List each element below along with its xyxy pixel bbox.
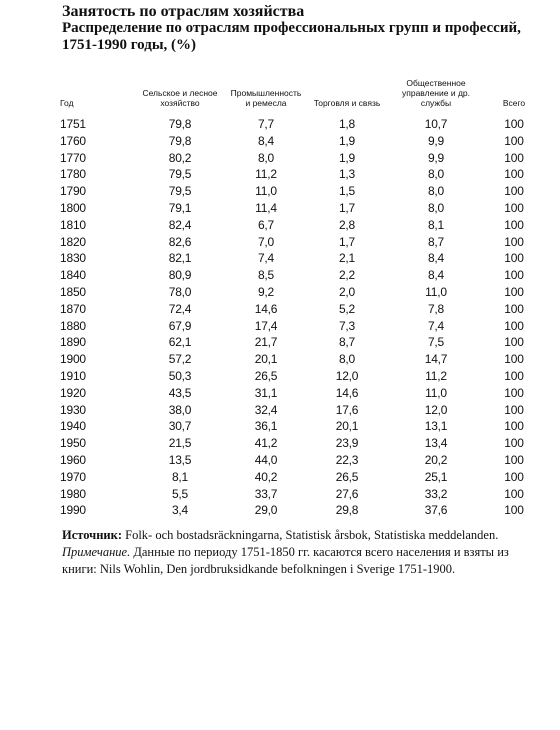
cell-total: 100 bbox=[504, 268, 524, 283]
cell-total: 100 bbox=[504, 284, 524, 299]
cell-public-services: 11,0 bbox=[425, 385, 447, 400]
cell-public-services: 33,2 bbox=[424, 486, 448, 501]
cell-public-services: 11,0 bbox=[425, 284, 447, 299]
cell-agriculture: 43,5 bbox=[168, 385, 192, 400]
table-row bbox=[58, 133, 548, 150]
cell-public-services: 8,4 bbox=[427, 268, 445, 283]
header-total: Всего bbox=[502, 98, 526, 108]
cell-trade: 1,9 bbox=[338, 133, 356, 148]
table-row bbox=[58, 183, 548, 200]
table-row bbox=[58, 435, 548, 452]
cell-trade: 1,8 bbox=[338, 117, 356, 131]
cell-public-services: 11,2 bbox=[425, 368, 447, 383]
cell-industry: 31,1 bbox=[254, 385, 278, 400]
table-row bbox=[58, 200, 548, 217]
cell-trade: 17,6 bbox=[335, 402, 359, 417]
cell-agriculture: 79,1 bbox=[168, 200, 192, 215]
cell-agriculture: 82,4 bbox=[168, 217, 192, 232]
table-row bbox=[58, 250, 548, 267]
cell-public-services: 7,5 bbox=[427, 335, 445, 350]
cell-agriculture: 72,4 bbox=[168, 301, 192, 316]
cell-trade: 5,2 bbox=[338, 301, 356, 316]
cell-trade: 2,2 bbox=[338, 268, 356, 283]
cell-total: 100 bbox=[504, 436, 524, 451]
cell-year: 1820 bbox=[60, 234, 86, 249]
cell-trade: 7,3 bbox=[338, 318, 356, 333]
cell-agriculture: 30,7 bbox=[168, 419, 192, 434]
cell-trade: 12,0 bbox=[335, 368, 359, 383]
cell-trade: 14,6 bbox=[335, 385, 359, 400]
cell-industry: 8,4 bbox=[257, 133, 275, 148]
cell-total: 100 bbox=[504, 217, 524, 232]
cell-year: 1870 bbox=[60, 301, 86, 316]
header-public-services: Общественное управление и др. службы bbox=[401, 78, 470, 108]
cell-trade: 8,0 bbox=[338, 352, 356, 367]
cell-trade: 20,1 bbox=[335, 419, 359, 434]
table-row bbox=[58, 150, 548, 167]
page-title: Занятость по отраслям хозяйства bbox=[62, 3, 305, 20]
cell-year: 1850 bbox=[60, 284, 86, 299]
cell-trade: 1,7 bbox=[338, 200, 356, 215]
cell-public-services: 37,6 bbox=[424, 503, 448, 518]
table-row bbox=[58, 166, 548, 183]
cell-public-services: 9,9 bbox=[427, 150, 445, 165]
cell-year: 1980 bbox=[60, 486, 86, 501]
source-text: Folk- och bostadsräckningarna, Statistisk årsbok, Statistiska meddelanden. bbox=[122, 528, 499, 542]
header-industry: Промышленность и ремесла bbox=[230, 88, 302, 108]
cell-industry: 14,6 bbox=[254, 301, 278, 316]
cell-total: 100 bbox=[504, 335, 524, 350]
cell-agriculture: 78,0 bbox=[168, 284, 192, 299]
cell-public-services: 8,0 bbox=[427, 167, 445, 182]
cell-public-services: 7,4 bbox=[427, 318, 445, 333]
table-row bbox=[58, 301, 548, 318]
cell-year: 1830 bbox=[60, 251, 86, 266]
cell-total: 100 bbox=[504, 150, 524, 165]
cell-industry: 29,0 bbox=[254, 503, 278, 518]
table-row bbox=[58, 234, 548, 251]
notes-block bbox=[62, 527, 542, 578]
source-label: Источник: bbox=[62, 528, 122, 542]
cell-trade: 26,5 bbox=[335, 469, 359, 484]
cell-total: 100 bbox=[504, 503, 524, 518]
cell-industry: 6,7 bbox=[257, 217, 275, 232]
cell-public-services: 7,8 bbox=[427, 301, 445, 316]
cell-trade: 27,6 bbox=[335, 486, 359, 501]
cell-industry: 8,5 bbox=[257, 268, 275, 283]
cell-trade: 23,9 bbox=[335, 436, 359, 451]
table-row bbox=[58, 334, 548, 351]
cell-industry: 44,0 bbox=[254, 452, 278, 467]
cell-agriculture: 82,1 bbox=[168, 251, 192, 266]
cell-total: 100 bbox=[504, 352, 524, 367]
employment-table bbox=[58, 70, 548, 519]
header-trade: Торговля и связь bbox=[313, 98, 381, 108]
cell-year: 1920 bbox=[60, 385, 86, 400]
cell-agriculture: 21,5 bbox=[168, 436, 192, 451]
cell-industry: 41,2 bbox=[254, 436, 278, 451]
table-row bbox=[58, 284, 548, 301]
cell-year: 1960 bbox=[60, 452, 86, 467]
cell-year: 1840 bbox=[60, 268, 86, 283]
cell-agriculture: 3,4 bbox=[171, 503, 189, 518]
cell-trade: 22,3 bbox=[335, 452, 359, 467]
header-agriculture: Сельское и лесное хозяйство bbox=[142, 88, 218, 108]
cell-year: 1970 bbox=[60, 469, 86, 484]
cell-industry: 21,7 bbox=[254, 335, 278, 350]
cell-industry: 7,7 bbox=[257, 117, 275, 131]
cell-agriculture: 57,2 bbox=[168, 352, 192, 367]
cell-industry: 36,1 bbox=[254, 419, 278, 434]
table-row bbox=[58, 452, 548, 469]
cell-industry: 33,7 bbox=[254, 486, 278, 501]
table-row bbox=[58, 116, 548, 133]
cell-public-services: 13,1 bbox=[424, 419, 448, 434]
cell-public-services: 8,0 bbox=[427, 184, 445, 199]
cell-public-services: 10,7 bbox=[424, 117, 448, 131]
cell-total: 100 bbox=[504, 117, 524, 131]
cell-agriculture: 8,1 bbox=[171, 469, 189, 484]
cell-industry: 32,4 bbox=[254, 402, 278, 417]
cell-public-services: 8,0 bbox=[427, 200, 445, 215]
cell-industry: 11,4 bbox=[255, 200, 277, 215]
cell-total: 100 bbox=[504, 251, 524, 266]
cell-public-services: 12,0 bbox=[424, 402, 448, 417]
cell-year: 1900 bbox=[60, 352, 86, 367]
table-row bbox=[58, 402, 548, 419]
cell-industry: 20,1 bbox=[254, 352, 278, 367]
cell-agriculture: 50,3 bbox=[168, 368, 192, 383]
cell-trade: 1,7 bbox=[338, 234, 356, 249]
cell-industry: 9,2 bbox=[257, 284, 275, 299]
cell-year: 1950 bbox=[60, 436, 86, 451]
cell-industry: 11,2 bbox=[255, 167, 277, 182]
cell-trade: 2,8 bbox=[338, 217, 356, 232]
remark-note bbox=[62, 544, 542, 578]
cell-agriculture: 5,5 bbox=[171, 486, 189, 501]
cell-year: 1990 bbox=[60, 503, 86, 518]
cell-trade: 1,9 bbox=[338, 150, 356, 165]
cell-year: 1760 bbox=[60, 133, 86, 148]
cell-industry: 26,5 bbox=[254, 368, 278, 383]
cell-total: 100 bbox=[504, 167, 524, 182]
cell-public-services: 9,9 bbox=[427, 133, 445, 148]
cell-total: 100 bbox=[504, 452, 524, 467]
cell-agriculture: 79,5 bbox=[168, 167, 192, 182]
cell-agriculture: 79,8 bbox=[168, 117, 192, 131]
source-note bbox=[62, 527, 542, 544]
table-row bbox=[58, 486, 548, 503]
cell-total: 100 bbox=[504, 385, 524, 400]
table-row bbox=[58, 469, 548, 486]
cell-agriculture: 82,6 bbox=[168, 234, 192, 249]
cell-public-services: 14,7 bbox=[424, 352, 448, 367]
cell-total: 100 bbox=[504, 234, 524, 249]
note-label: Примечание. bbox=[62, 545, 131, 559]
cell-agriculture: 38,0 bbox=[168, 402, 192, 417]
cell-agriculture: 67,9 bbox=[168, 318, 192, 333]
table-row bbox=[58, 351, 548, 368]
header-year: Год bbox=[60, 98, 74, 108]
cell-total: 100 bbox=[504, 318, 524, 333]
cell-year: 1890 bbox=[60, 335, 86, 350]
subtitle-line-1: Распределение по отраслям профессиональных групп и профессий, bbox=[62, 20, 521, 36]
cell-public-services: 20,2 bbox=[424, 452, 448, 467]
table-row bbox=[58, 267, 548, 284]
cell-industry: 7,0 bbox=[257, 234, 275, 249]
table-row bbox=[58, 385, 548, 402]
cell-total: 100 bbox=[504, 368, 524, 383]
note-text: Данные по периоду 1751-1850 гг. касаются всего населения и взяты из книги: Nils Wohlin, Den jordbruksidkande befolkningen i Sverige 1751-1900. bbox=[62, 545, 509, 576]
table-header-row bbox=[58, 70, 548, 116]
cell-public-services: 25,1 bbox=[424, 469, 448, 484]
cell-total: 100 bbox=[504, 133, 524, 148]
cell-year: 1790 bbox=[60, 184, 86, 199]
cell-trade: 8,7 bbox=[338, 335, 356, 350]
cell-total: 100 bbox=[504, 469, 524, 484]
cell-year: 1810 bbox=[60, 217, 86, 232]
cell-year: 1780 bbox=[60, 167, 86, 182]
cell-public-services: 8,7 bbox=[427, 234, 445, 249]
cell-year: 1800 bbox=[60, 200, 86, 215]
cell-industry: 7,4 bbox=[257, 251, 275, 266]
cell-year: 1751 bbox=[60, 117, 86, 131]
cell-year: 1910 bbox=[60, 368, 86, 383]
cell-total: 100 bbox=[504, 402, 524, 417]
cell-year: 1930 bbox=[60, 402, 86, 417]
cell-trade: 1,5 bbox=[338, 184, 356, 199]
cell-trade: 2,0 bbox=[338, 284, 356, 299]
cell-trade: 1,3 bbox=[338, 167, 356, 182]
cell-total: 100 bbox=[504, 200, 524, 215]
cell-year: 1880 bbox=[60, 318, 86, 333]
cell-agriculture: 13,5 bbox=[168, 452, 192, 467]
table-row bbox=[58, 368, 548, 385]
cell-year: 1770 bbox=[60, 150, 86, 165]
cell-trade: 29,8 bbox=[335, 503, 359, 518]
cell-agriculture: 80,2 bbox=[168, 150, 192, 165]
cell-public-services: 8,4 bbox=[427, 251, 445, 266]
cell-agriculture: 62,1 bbox=[168, 335, 192, 350]
cell-agriculture: 79,8 bbox=[168, 133, 192, 148]
cell-total: 100 bbox=[504, 301, 524, 316]
cell-industry: 17,4 bbox=[254, 318, 278, 333]
cell-agriculture: 80,9 bbox=[168, 268, 192, 283]
subtitle-line-2: 1751-1990 годы, (%) bbox=[62, 37, 197, 53]
table-row bbox=[58, 418, 548, 435]
cell-agriculture: 79,5 bbox=[168, 184, 192, 199]
table-body bbox=[58, 116, 548, 519]
cell-public-services: 13,4 bbox=[424, 436, 448, 451]
page-subtitle bbox=[62, 20, 521, 54]
table-row bbox=[58, 502, 548, 519]
table-row bbox=[58, 318, 548, 335]
cell-total: 100 bbox=[504, 419, 524, 434]
cell-public-services: 8,1 bbox=[427, 217, 445, 232]
cell-industry: 11,0 bbox=[255, 184, 277, 199]
cell-total: 100 bbox=[504, 184, 524, 199]
cell-industry: 40,2 bbox=[254, 469, 278, 484]
table-row bbox=[58, 217, 548, 234]
cell-industry: 8,0 bbox=[257, 150, 275, 165]
cell-trade: 2,1 bbox=[338, 251, 356, 266]
cell-year: 1940 bbox=[60, 419, 86, 434]
cell-total: 100 bbox=[504, 486, 524, 501]
